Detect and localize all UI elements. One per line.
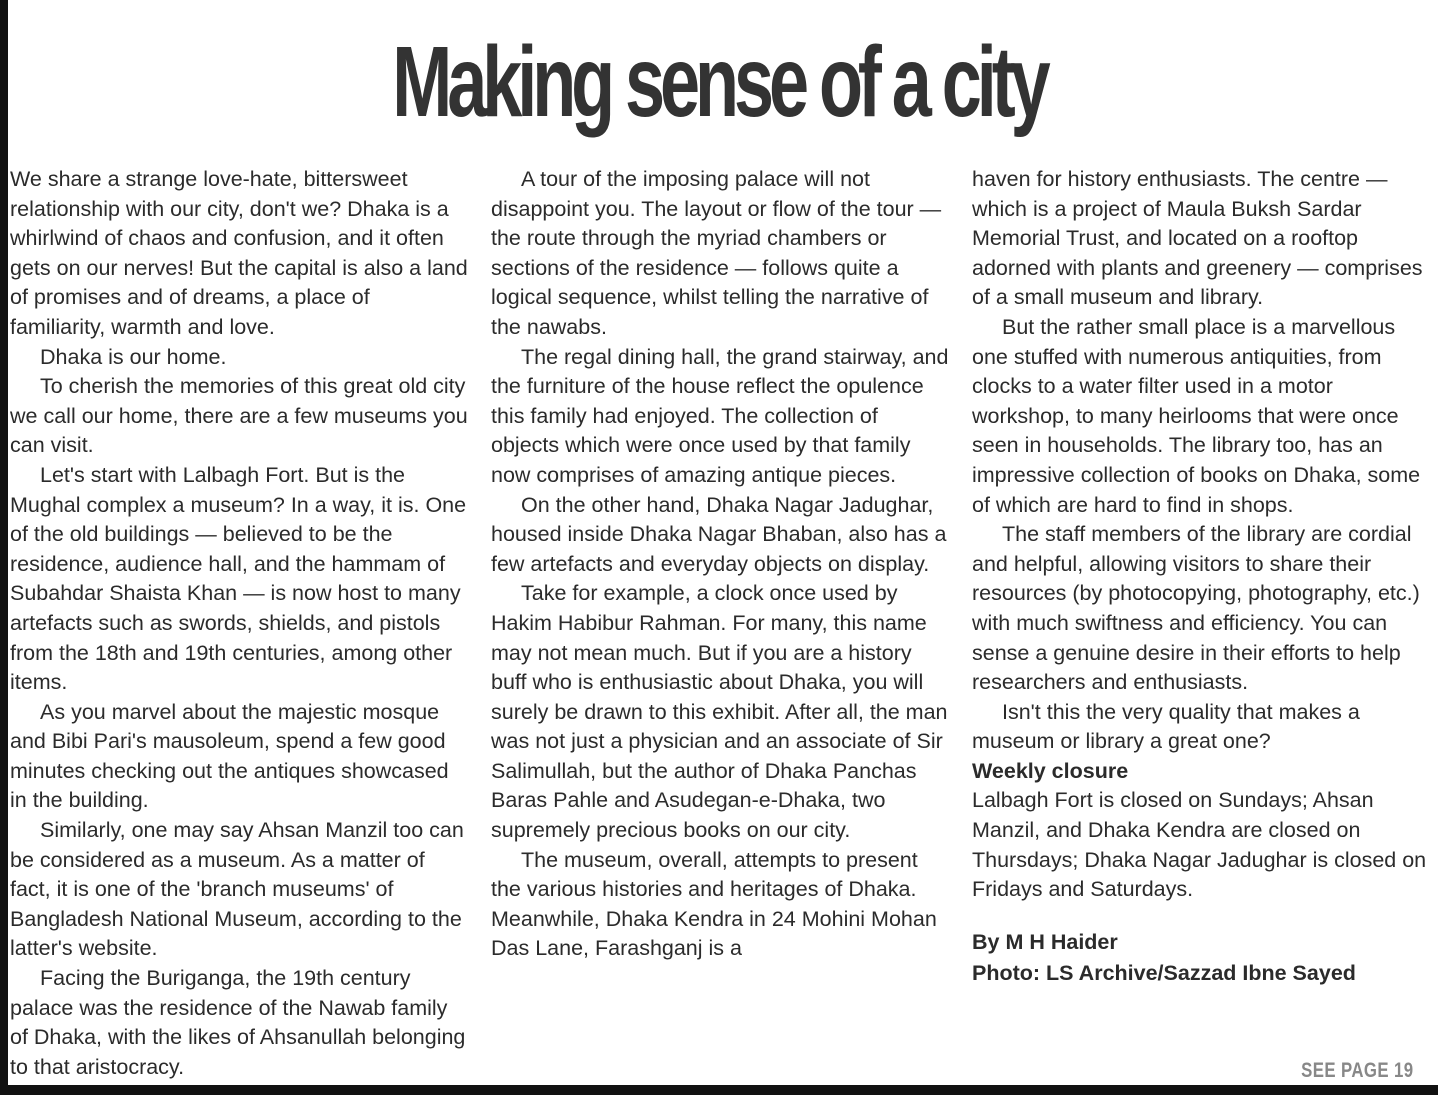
paragraph: A tour of the imposing palace will not disappoint you. The layout or flow of the tour — the route through the myriad chambers or sections of the residence — follows quite a logical sequence, whilst telling the narrative of the nawabs. [491,167,942,339]
paragraph: Isn't this the very quality that makes a museum or library a great one? [972,699,1360,754]
byline-block [972,927,1427,989]
paragraph: The regal dining hall, the grand stairway, and the furniture of the house reflect the opulence this family had enjoyed. The collection of objects which were once used by that family now comprises of amazing antique pieces. [491,344,949,487]
paragraph: As you marvel about the majestic mosque and Bibi Pari's mausoleum, spend a few good minutes checking out the antiques showcased in the building. [10,699,449,813]
article-column-1 [10,165,470,1085]
paragraph: We share a strange love-hate, bittersweet relationship with our city, don't we? Dhaka is a whirlwind of chaos and confusion, and it often gets on our nerves! But the capital is also a land of promises and of dreams, a place of familiarity, warmth and love. [10,167,468,339]
article-column-3 [972,165,1427,1085]
paragraph: haven for history enthusiasts. The centre — which is a project of Maula Buksh Sardar Memorial Trust, and located on a rooftop adorned with plants and greenery — comprises of a small museum and library. [972,167,1423,310]
paragraph: On the other hand, Dhaka Nagar Jadughar, housed inside Dhaka Nagar Bhaban, also has a few artefacts and everyday objects on display. [491,492,947,576]
paragraph: Take for example, a clock once used by Hakim Habibur Rahman. For many, this name may not mean much. But if you are a history buff who is enthusiastic about Dhaka, you will surely be drawn to this exhibit. After all, the man was not just a physician and an associate of Sir Salimullah, but the author of Dhaka Panchas Baras Pahle and Asudegan-e-Dhaka, two supremely precious books on our city. [491,581,948,843]
paragraph: Similarly, one may say Ahsan Manzil too can be considered as a museum. As a matter of fact, it is one of the 'branch museums' of Bangladesh National Museum, according to the latter's website. [10,818,464,961]
paragraph: Let's start with Lalbagh Fort. But is the Mughal complex a museum? In a way, it is. One of the old buildings — believed to be the residence, audience hall, and the hammam of Subahdar Shaista Khan — is now host to many artefacts such as swords, shields, and pistols from the 18th and 19th centuries, among other items. [10,462,467,695]
paragraph: But the rather small place is a marvellous one stuffed with numerous antiquities, from clocks to a water filter used in a motor workshop, to many heirlooms that were once seen in households. The library too, has an impressive collection of books on Dhaka, some of which are hard to find in shops. [972,314,1421,517]
paragraph: The museum, overall, attempts to present the various histories and heritages of Dhaka. Meanwhile, Dhaka Kendra in 24 Mohini Mohan Das Lane, Farashganj is a [491,847,937,961]
subheading-weekly-closure: Weekly closure [972,758,1129,783]
paragraph: To cherish the memories of this great old city we call our home, there are a few museums you can visit. [10,374,468,458]
bottom-border-rule [0,1085,1438,1095]
photo-credit: Photo: LS Archive/Sazzad Ibne Sayed [972,960,1356,985]
paragraph: Lalbagh Fort is closed on Sundays; Ahsan Manzil, and Dhaka Kendra are closed on Thursdays; Dhaka Nagar Jadughar is closed on Fridays and Saturdays. [972,788,1427,902]
paragraph: The staff members of the library are cordial and helpful, allowing visitors to share their resources (by photocopying, photography, etc.) with much swiftness and efficiency. You can sense a genuine desire in their efforts to help researchers and enthusiasts. [972,522,1420,695]
paragraph: Facing the Buriganga, the 19th century palace was the residence of the Nawab family of Dhaka, with the likes of Ahsanullah belonging to that aristocracy. [10,966,466,1079]
see-page-reference: SEE PAGE 19 [1301,1059,1414,1082]
article-column-2 [491,165,951,1085]
article-headline: Making sense of a city [392,26,1046,138]
paragraph: Dhaka is our home. [40,344,227,369]
author-byline: By M H Haider [972,929,1118,954]
left-border-rule [0,0,8,1095]
